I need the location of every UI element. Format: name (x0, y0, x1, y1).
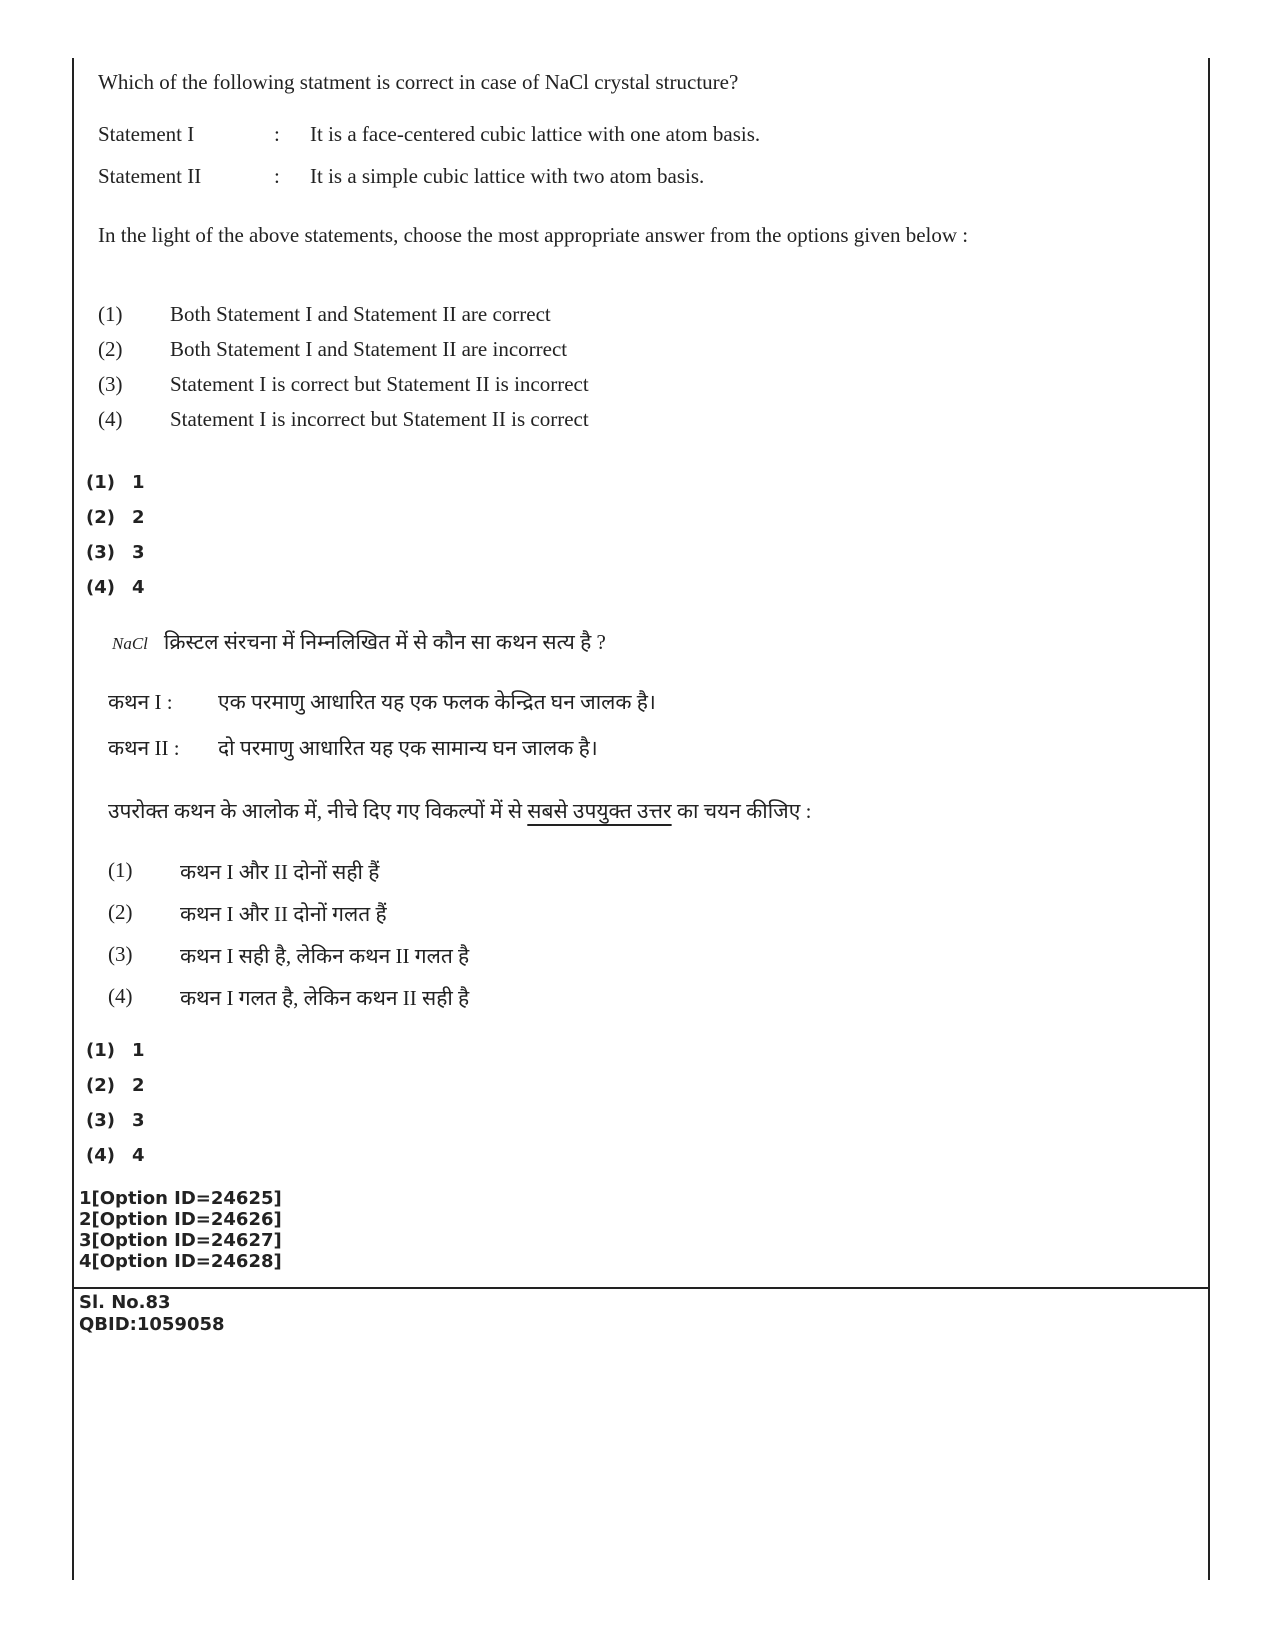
statement-label: Statement II (98, 164, 202, 188)
option-text: कथन I और II दोनों सही हैं (180, 860, 380, 884)
question-text-hindi (112, 628, 606, 656)
instruction-english: In the light of the above statements, choose the most appropriate answer from the options given below : (98, 223, 969, 247)
statement-text: दो परमाणु आधारित यह एक सामान्य घन जालक है। (218, 736, 598, 760)
answer-value: 3 (132, 1110, 145, 1131)
instruction-hindi (108, 797, 811, 825)
answer-number: (4) (86, 577, 115, 598)
option-text: कथन I सही है, लेकिन कथन II गलत है (180, 944, 470, 968)
option-text: Both Statement I and Statement II are correct (170, 302, 551, 326)
instruction-underlined: सबसे उपयुक्त उत्तर (527, 799, 672, 823)
instruction-pre: उपरोक्त कथन के आलोक में, नीचे दिए गए विकल्पों में से (108, 799, 528, 823)
answer-number: (4) (86, 1145, 115, 1166)
answer-number: (3) (86, 542, 115, 563)
answer-number: (2) (86, 507, 115, 528)
nacl-formula: NaCl (112, 634, 148, 653)
answer-number: (2) (86, 1075, 115, 1096)
option-number: (4) (98, 407, 123, 431)
answer-value: 3 (132, 542, 145, 563)
statement-label: कथन II : (108, 736, 180, 760)
page-border-left (72, 58, 74, 1580)
option-number: (2) (108, 900, 133, 924)
option-id-4: 4[Option ID=24628] (79, 1251, 282, 1272)
next-question-header (79, 1292, 225, 1336)
option-text: Statement I is correct but Statement II is incorrect (170, 372, 589, 396)
option-number: (3) (98, 372, 123, 396)
answer-value: 1 (132, 472, 145, 493)
option-number: (3) (108, 942, 133, 966)
statement-text: एक परमाणु आधारित यह एक फलक केन्द्रित घन जालक है। (218, 690, 656, 714)
question-text-english: Which of the following statment is correct in case of NaCl crystal structure? (98, 70, 739, 94)
serial-number: Sl. No.83 (79, 1292, 171, 1313)
option-text: कथन I और II दोनों गलत हैं (180, 902, 387, 926)
option-number: (2) (98, 337, 123, 361)
statement-text: It is a simple cubic lattice with two atom basis. (310, 164, 705, 188)
answer-value: 2 (132, 507, 145, 528)
option-number: (4) (108, 984, 133, 1008)
answer-number: (1) (86, 472, 115, 493)
statement-label: कथन I : (108, 690, 173, 714)
answer-value: 4 (132, 577, 145, 598)
statement-colon: : (274, 164, 280, 188)
question-hindi-text: क्रिस्टल संरचना में निम्नलिखित में से कौन सा कथन सत्य है ? (163, 630, 606, 654)
statement-label: Statement I (98, 122, 195, 146)
option-id-2: 2[Option ID=24626] (79, 1209, 282, 1230)
question-bank-id: QBID:1059058 (79, 1314, 225, 1335)
option-id-3: 3[Option ID=24627] (79, 1230, 282, 1251)
option-number: (1) (108, 858, 133, 882)
question-divider (72, 1287, 1210, 1289)
statement-colon: : (274, 122, 280, 146)
answer-value: 2 (132, 1075, 145, 1096)
instruction-post: का चयन कीजिए : (671, 799, 812, 823)
statement-text: It is a face-centered cubic lattice with one atom basis. (310, 122, 761, 146)
answer-number: (3) (86, 1110, 115, 1131)
option-number: (1) (98, 302, 123, 326)
option-text: कथन I गलत है, लेकिन कथन II सही है (180, 986, 470, 1010)
option-id-1: 1[Option ID=24625] (79, 1188, 282, 1209)
option-text: Statement I is incorrect but Statement II is correct (170, 407, 589, 431)
option-text: Both Statement I and Statement II are incorrect (170, 337, 568, 361)
option-id-list (79, 1188, 282, 1272)
answer-value: 1 (132, 1040, 145, 1061)
answer-value: 4 (132, 1145, 145, 1166)
answer-number: (1) (86, 1040, 115, 1061)
page-border-right (1208, 58, 1210, 1580)
